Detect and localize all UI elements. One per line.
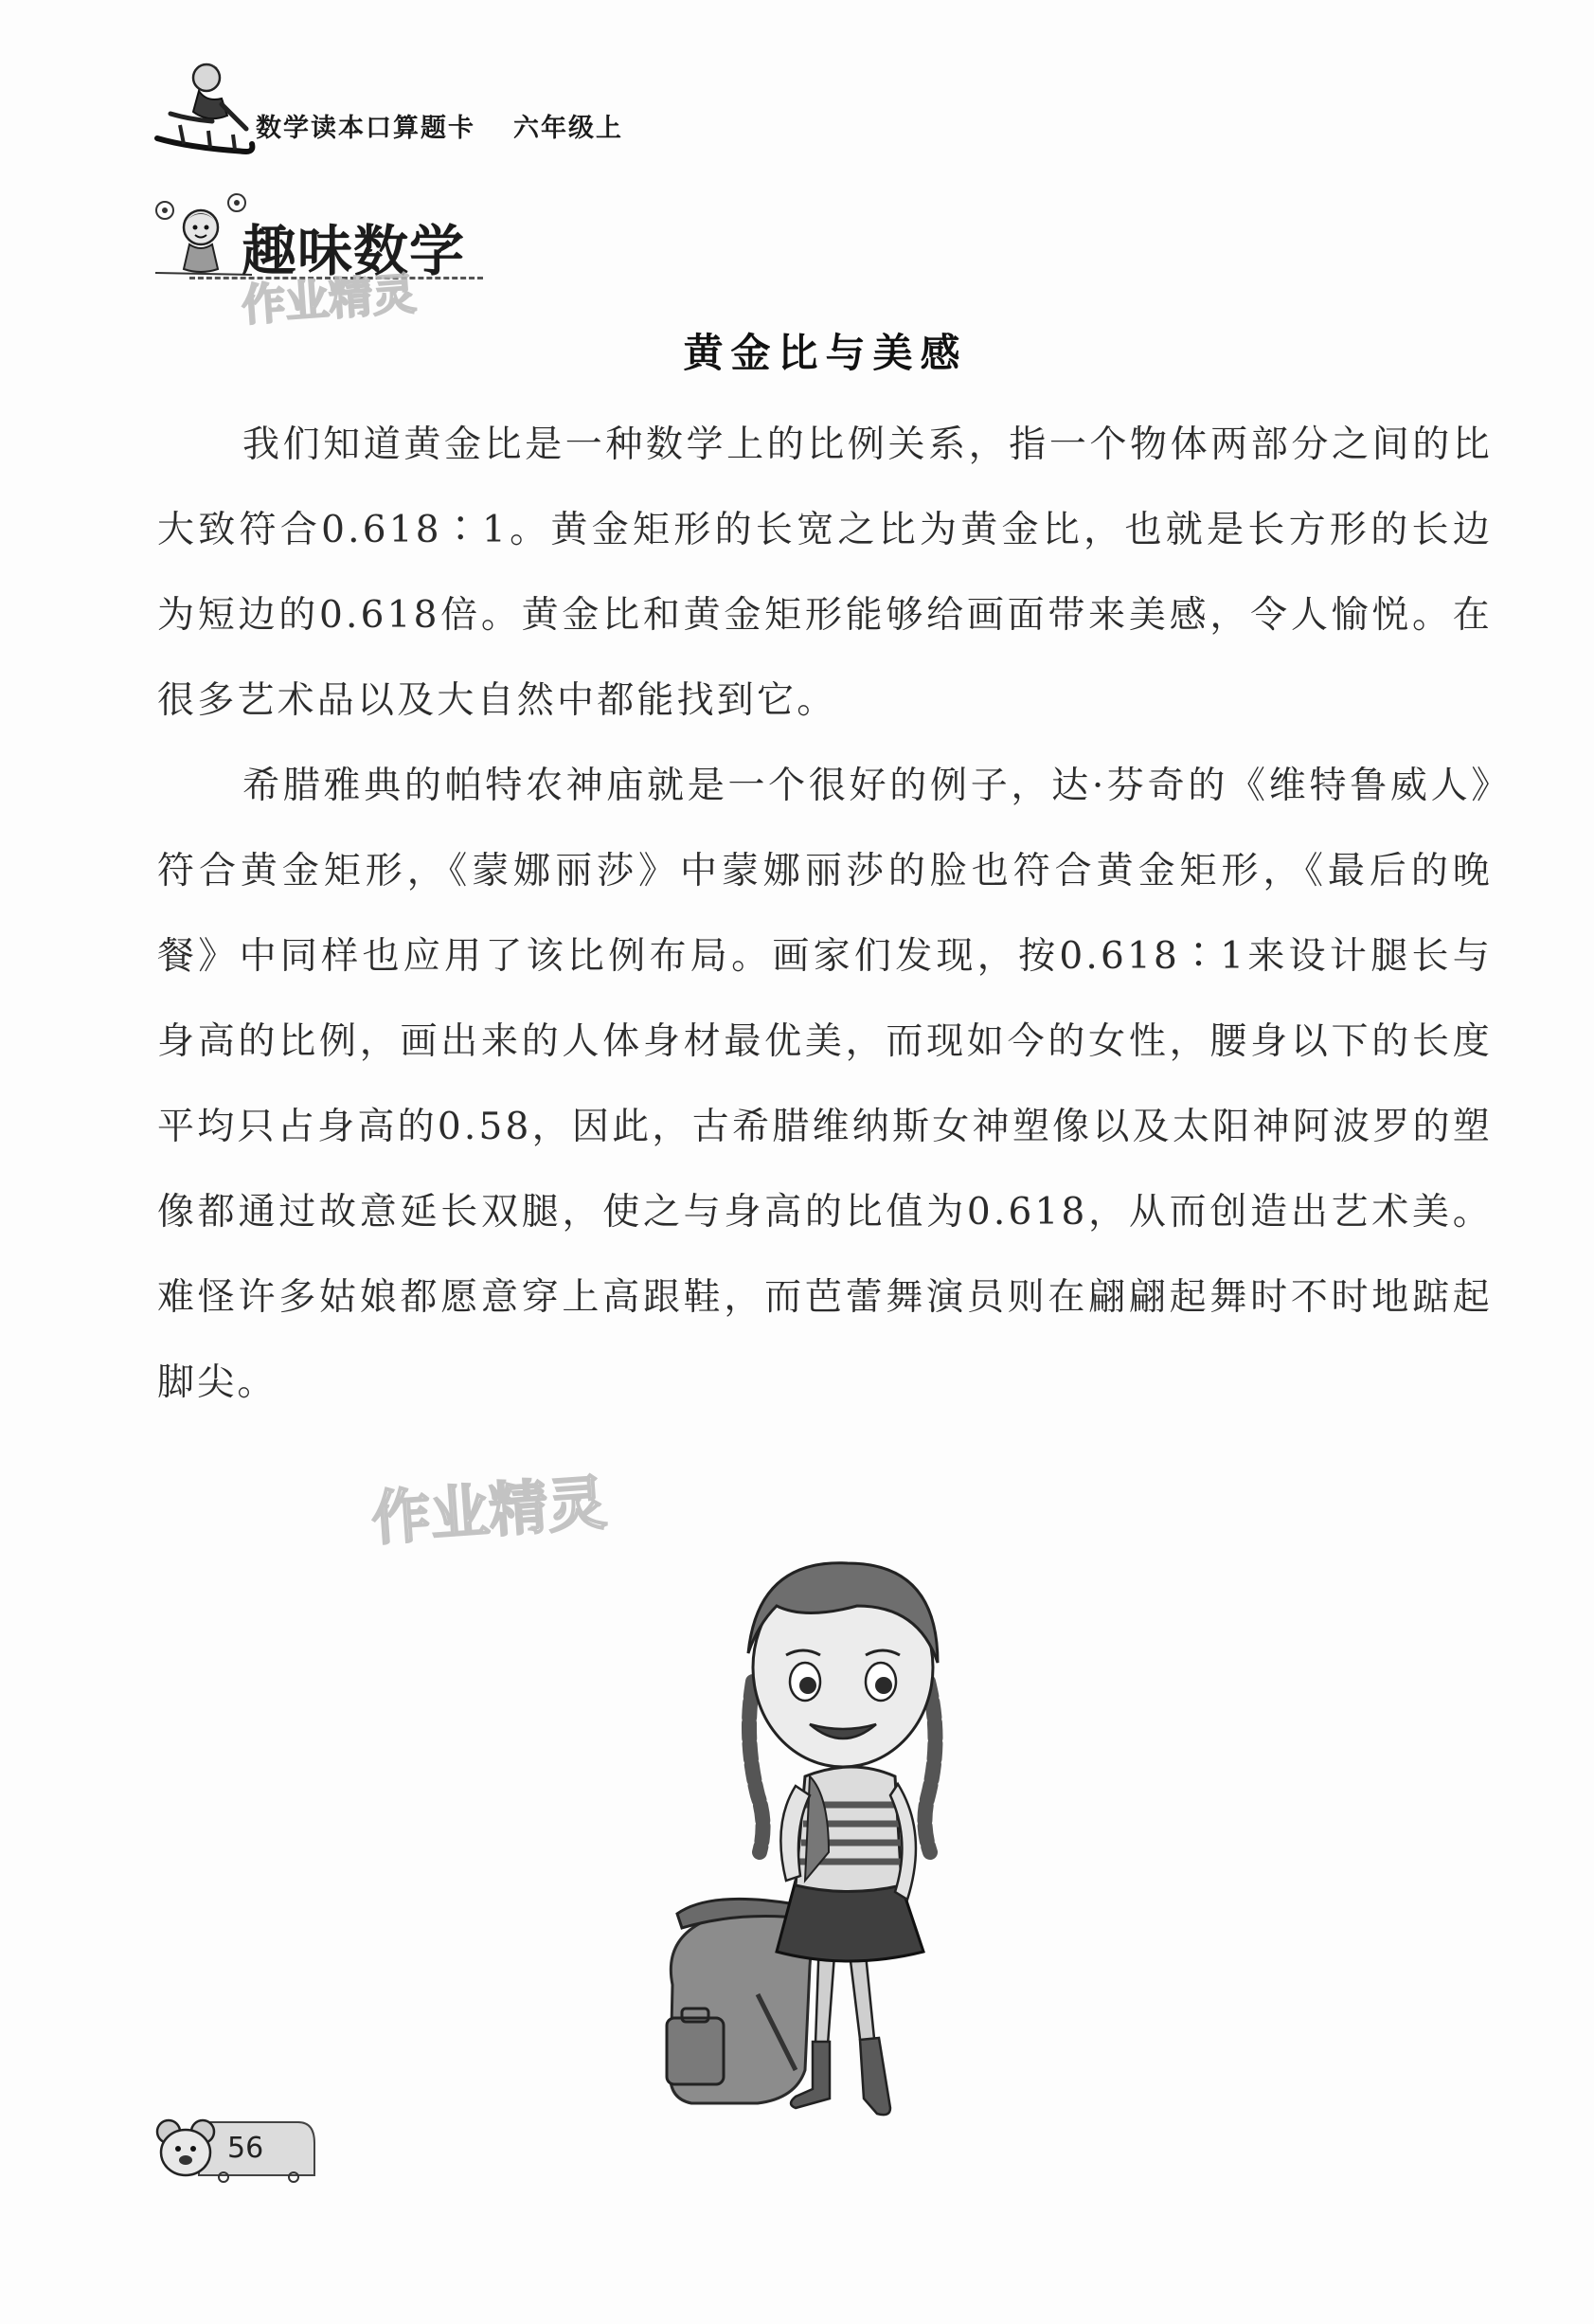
watermark: 作业精灵 <box>369 1468 609 1554</box>
running-header <box>152 57 815 171</box>
article-paragraph-1: 我们知道黄金比是一种数学上的比例关系，指一个物体两部分之间的比大致符合0.618∶1。黄金矩形的长宽之比为黄金比，也就是长方形的长边为短边的0.618倍。黄金比和黄金矩形能够给画面带来美感，令人愉悦。在很多艺术品以及大自然中都能找到它。 <box>157 423 1493 722</box>
schoolgirl-with-backpack-illustration <box>654 1540 976 2132</box>
grade-text: 六年级上 <box>513 114 623 143</box>
book-title-text: 数学读本口算题卡 <box>256 114 475 143</box>
page-number: 56 <box>227 2132 264 2165</box>
section-title: 趣味数学 <box>242 219 466 283</box>
article-paragraph-2: 希腊雅典的帕特农神庙就是一个很好的例子，达·芬奇的《维特鲁威人》符合黄金矩形，《蒙娜丽莎》中蒙娜丽莎的脸也符合黄金矩形，《最后的晚餐》中同样也应用了该比例布局。画家们发现，按0.618∶1来设计腿长与身高的比例，画出来的人体身材最优美，而现如今的女性，腰身以下的长度平均只占身高的0.58，因此，古希腊维纳斯女神塑像以及太阳神阿波罗的塑像都通过故意延长双腿，使之与身高的比值为0.618，从而创造出艺术美。难怪许多姑娘都愿意穿上高跟鞋，而芭蕾舞演员则在翩翩起舞时不时地踮起脚尖。 <box>157 765 1493 1404</box>
article-title: 黄金比与美感 <box>683 330 968 376</box>
book-title <box>256 107 623 144</box>
boy-on-sled-icon <box>152 57 256 171</box>
watermark: 作业精灵 <box>240 267 418 332</box>
